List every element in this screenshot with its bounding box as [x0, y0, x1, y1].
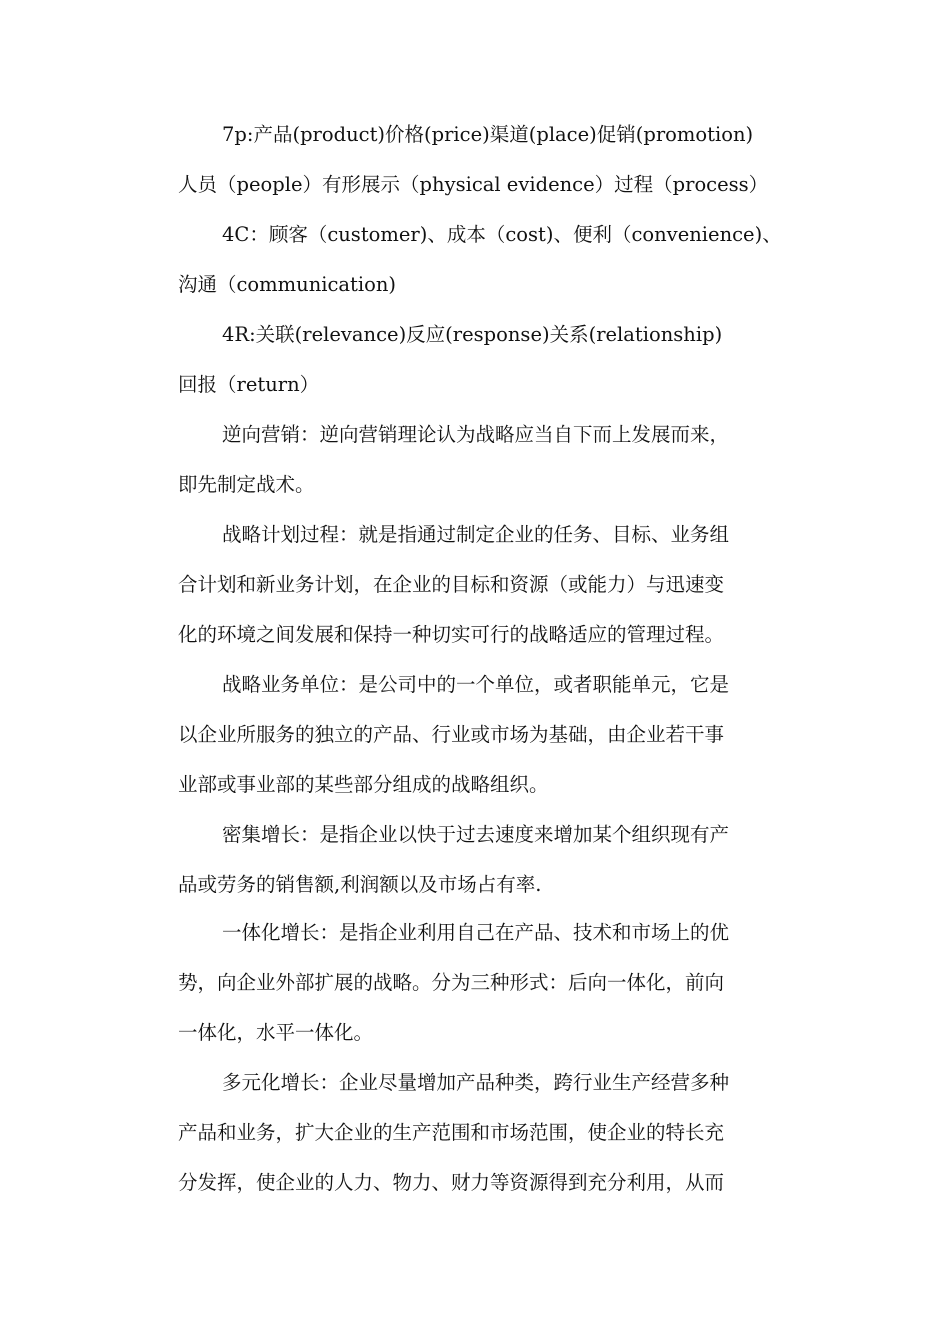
text-line-3: 4C：顾客（customer)、成本（cost)、便利（convenience)、 — [222, 223, 782, 246]
text-line-1: 7p:产品(product)价格(price)渠道(place)促销(promotion) — [222, 123, 754, 146]
text-line-17: 一体化增长：是指企业利用自己在产品、技术和市场上的优 — [222, 921, 730, 944]
text-line-4: 沟通（communication) — [178, 273, 397, 296]
text-line-9: 战略计划过程：就是指通过制定企业的任务、目标、业务组 — [222, 523, 730, 546]
text-line-13: 以企业所服务的独立的产品、行业或市场为基础，由企业若干事 — [178, 723, 725, 746]
text-line-21: 产品和业务，扩大企业的生产范围和市场范围，使企业的特长充 — [178, 1121, 725, 1144]
text-line-19: 一体化，水平一体化。 — [178, 1021, 374, 1044]
text-line-6: 回报（return） — [178, 373, 320, 396]
text-line-22: 分发挥，使企业的人力、物力、财力等资源得到充分利用，从而 — [178, 1171, 725, 1194]
text-line-16: 品或劳务的销售额,利润额以及市场占有率. — [178, 873, 542, 896]
text-line-5: 4R:关联(relevance)反应(response)关系(relationship) — [222, 323, 723, 346]
text-line-8: 即先制定战术。 — [178, 473, 315, 496]
text-line-2: 人员（people）有形展示（physical evidence）过程（process） — [178, 173, 769, 196]
text-line-7: 逆向营销：逆向营销理论认为战略应当自下而上发展而来， — [222, 423, 730, 446]
text-line-12: 战略业务单位：是公司中的一个单位，或者职能单元，它是 — [222, 673, 730, 696]
text-line-15: 密集增长：是指企业以快于过去速度来增加某个组织现有产 — [222, 823, 730, 846]
text-line-10: 合计划和新业务计划，在企业的目标和资源（或能力）与迅速变 — [178, 573, 725, 596]
text-line-11: 化的环境之间发展和保持一种切实可行的战略适应的管理过程。 — [178, 623, 725, 646]
text-line-18: 势，向企业外部扩展的战略。分为三种形式：后向一体化，前向 — [178, 971, 725, 994]
text-line-14: 业部或事业部的某些部分组成的战略组织。 — [178, 773, 549, 796]
text-line-20: 多元化增长：企业尽量增加产品种类，跨行业生产经营多种 — [222, 1071, 730, 1094]
